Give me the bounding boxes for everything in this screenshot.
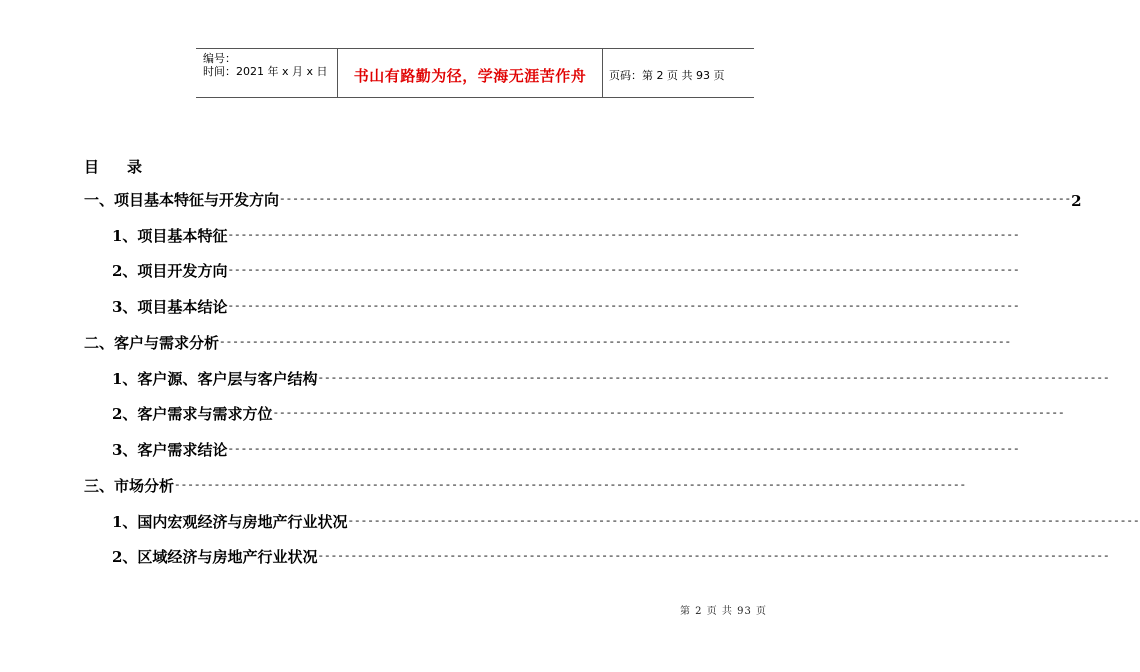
toc-entry[interactable] bbox=[84, 476, 967, 496]
toc-entry-text: 2、区域经济与房地产行业状况 bbox=[112, 548, 318, 566]
header-page-code: 页码：第 2 页 共 93 页 bbox=[609, 69, 725, 82]
document-number-label: 编号： bbox=[203, 52, 236, 65]
toc-entry[interactable] bbox=[112, 226, 1020, 246]
toc-entry[interactable] bbox=[112, 297, 1020, 317]
toc-entry-text: 一、项目基本特征与开发方向 bbox=[84, 191, 280, 209]
toc-entry[interactable] bbox=[84, 333, 1012, 353]
toc-dot-leader: ------------------------------------------------------------------------------------------------------------------------ bbox=[347, 516, 1140, 528]
toc-entry[interactable] bbox=[112, 440, 1020, 460]
toc-title: 目录 bbox=[84, 158, 171, 176]
toc-dot-leader: ------------------------------------------------------------------------------------------------------------------------ bbox=[272, 408, 1065, 420]
toc-entry-page: 2 bbox=[1071, 192, 1082, 210]
header-motto-cell bbox=[337, 49, 603, 97]
toc-dot-leader: ------------------------------------------------------------------------------------------------------------------------ bbox=[227, 265, 1020, 277]
toc-entry-text: 1、客户源、客户层与客户结构 bbox=[112, 370, 318, 388]
toc-entry-text: 1、项目基本特征 bbox=[112, 227, 228, 245]
toc-entry[interactable] bbox=[84, 190, 1082, 210]
toc-entry-text: 2、项目开发方向 bbox=[112, 262, 228, 280]
toc-dot-leader: ------------------------------------------------------------------------------------------------------------------------ bbox=[279, 194, 1072, 206]
toc-dot-leader: ------------------------------------------------------------------------------------------------------------------------ bbox=[219, 337, 1012, 349]
toc-entry-text: 3、项目基本结论 bbox=[112, 298, 228, 316]
document-date-label: 时间：2021 年 x 月 x 日 bbox=[203, 65, 328, 78]
toc-dot-leader: ------------------------------------------------------------------------------------------------------------------------ bbox=[317, 373, 1110, 385]
toc-entry[interactable] bbox=[112, 261, 1020, 281]
page-header bbox=[196, 48, 754, 98]
toc-entry[interactable] bbox=[112, 512, 1140, 532]
toc-dot-leader: ------------------------------------------------------------------------------------------------------------------------ bbox=[317, 551, 1110, 563]
toc-entry-text: 3、客户需求结论 bbox=[112, 441, 228, 459]
page-footer: 第 2 页 共 93 页 bbox=[680, 606, 767, 617]
header-page-cell bbox=[602, 49, 754, 97]
toc-entry-text: 2、客户需求与需求方位 bbox=[112, 405, 273, 423]
header-meta-cell bbox=[196, 49, 337, 97]
toc-dot-leader: ------------------------------------------------------------------------------------------------------------------------ bbox=[174, 480, 967, 492]
toc-entry-text: 二、客户与需求分析 bbox=[84, 334, 220, 352]
toc-entry[interactable] bbox=[112, 404, 1065, 424]
toc-entry-text: 1、国内宏观经济与房地产行业状况 bbox=[112, 513, 348, 531]
toc-entry[interactable] bbox=[112, 547, 1110, 567]
toc-entry[interactable] bbox=[112, 369, 1110, 389]
toc-entry-text: 三、市场分析 bbox=[84, 477, 175, 495]
toc-dot-leader: ------------------------------------------------------------------------------------------------------------------------ bbox=[227, 301, 1020, 313]
toc-dot-leader: ------------------------------------------------------------------------------------------------------------------------ bbox=[227, 444, 1020, 456]
toc-dot-leader: ------------------------------------------------------------------------------------------------------------------------ bbox=[227, 230, 1020, 242]
header-motto: 书山有路勤为径，学海无涯苦作舟 bbox=[353, 67, 587, 85]
